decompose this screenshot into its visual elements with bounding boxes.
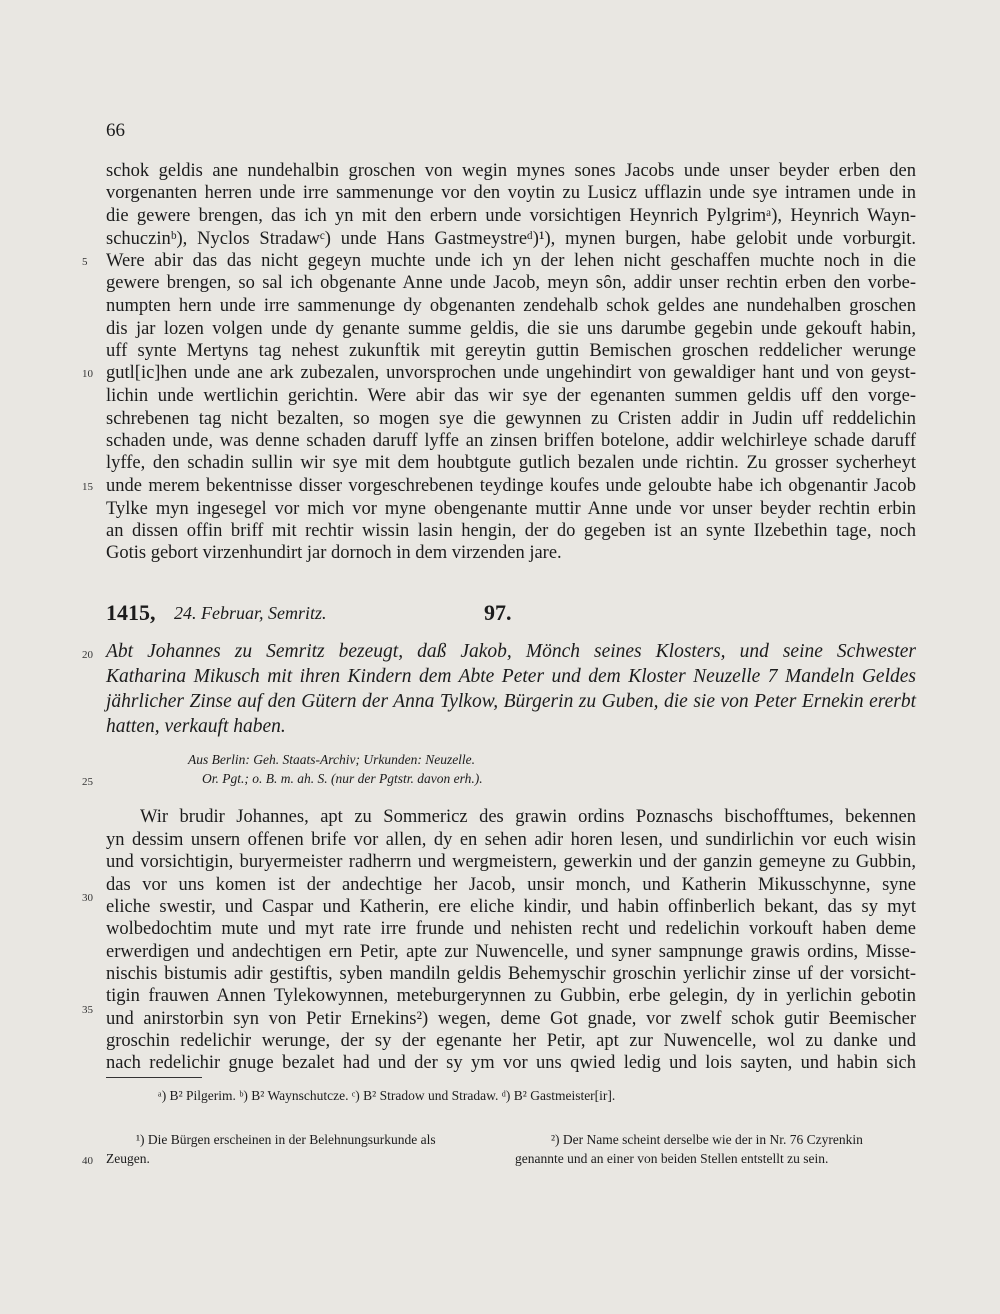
line-number: 5: [82, 256, 88, 268]
regest-line: Katharina Mikusch mit ihren Kindern dem Abte Peter und dem Kloster Neuzelle 7 Mandeln Geldes: [106, 666, 916, 687]
text-line: nach redelichir gnuge bezalet had und der sy ym vor uns qwied ledig und lois sayten, und habin sich: [106, 1053, 916, 1073]
line-number: 30: [82, 892, 93, 904]
line-number: 20: [82, 649, 93, 661]
text-line: yn dessim unsern offenen brife vor allen, dy en sehen adir horen lesen, und sundirlichin vor euch wisin: [106, 830, 916, 850]
text-line: vorgenanten herren unde irre sammenunge vor den voytin zu Lusicz ufflazin unde sye intramen unde in: [106, 183, 916, 203]
regest-line: hatten, verkauft haben.: [106, 716, 286, 737]
text-line: tigin frauwen Annen Tylekowynnen, meteburgerynnen zu Gubbin, erbe gelegin, dy in yerlichin gebotin: [106, 986, 916, 1006]
line-number: 15: [82, 481, 93, 493]
text-line: eliche swestir, und Caspar und Katherin, ere eliche kindir, und habin offinberlich bekant, das sy myt: [106, 897, 916, 917]
text-line: an dissen offin briff mit rechtir wissin lasin hengin, der do gegeben ist an synte Ilzebethin tage, noch: [106, 521, 916, 541]
footnote-rule: [106, 1077, 202, 1078]
line-number: 10: [82, 368, 93, 380]
variant-notes: ᵃ) B² Pilgerim. ᵇ) B² Waynschutcze. ᶜ) B² Stradow und Stradaw. ᵈ) B² Gastmeister[ir].: [158, 1088, 616, 1103]
text-line: numpten hern unde irre sammenunge dy obgenanten zendehalb schok geldes ane nundehalben groschen: [106, 296, 916, 316]
footnote-2: ²) Der Name scheint derselbe wie der in Nr. 76 Czyrenkin: [551, 1132, 863, 1147]
document-year: 1415,: [106, 600, 156, 625]
text-line: Wir brudir Johannes, apt zu Sommericz des grawin ordins Poznaschs bischofftumes, bekennen: [140, 807, 916, 827]
text-line: und anirstorbin syn von Petir Ernekins²) wegen, deme Got gnade, vor zwelf schok gutir Beemischer: [106, 1009, 916, 1029]
document-heading: [106, 600, 916, 630]
document-date-place: 24. Februar, Semritz.: [174, 603, 327, 623]
line-number: 35: [82, 1004, 93, 1016]
page-number: 66: [106, 120, 125, 141]
text-line: lyffe, den schadin sullin wir sye mit dem houbtgute gutlich bezalen unde richtin. Zu grosser sycherheyt: [106, 453, 916, 473]
text-line: und vorsichtigin, buryermeister radherrn und wergmeistern, gewerkin und der ganzin gemeyne zu Gubbin,: [106, 852, 916, 872]
regest-line: Abt Johannes zu Semritz bezeugt, daß Jakob, Mönch seines Klosters, und seine Schwester: [106, 641, 916, 662]
footnote-1: Zeugen.: [106, 1151, 150, 1166]
text-line: das vor uns komen ist der andechtige her Jacob, unsir monch, und Katherin Mikusschynne, syne: [106, 875, 916, 895]
source-note: Aus Berlin: Geh. Staats-Archiv; Urkunden: Neuzelle.: [188, 752, 476, 767]
source-note: Or. Pgt.; o. B. m. ah. S. (nur der Pgtstr. davon erh.).: [202, 771, 483, 786]
line-number: 40: [82, 1155, 93, 1167]
text-line: Gotis gebort virzenhundirt jar dornoch in dem virzenden jare.: [106, 543, 562, 563]
footnote-2: genannte und an einer von beiden Stellen entstellt zu sein.: [515, 1151, 829, 1166]
document-number: 97.: [484, 600, 512, 625]
text-line: Were abir das das nicht gegeyn muchte unde ich yn der lehen nicht geschaffen muchte noch in die: [106, 251, 916, 271]
text-line: nischis bistumis adir gestiftis, syben mandiln geldis Behemyschir groschin yerlichir zinse uf der vorsicht-: [106, 964, 916, 984]
text-line: schok geldis ane nundehalbin groschen von wegin mynes sones Jacobs unde unser beyder erben den: [106, 161, 916, 181]
text-line: wolbedochtim mute und myt rate irre frunde und nehisten recht und redelichin vorkouft haben deme: [106, 919, 916, 939]
text-line: die gewere brengen, das ich yn mit den erbern unde vorsichtigen Heynrich Pylgrimᵃ), Heynrich Wayn-: [106, 206, 916, 226]
text-line: unde merem bekentnisse disser vorgeschrebenen teydinge koufes unde geloubte habe ich obgenantir Jacob: [106, 476, 916, 496]
text-line: gutl[ic]hen unde ane ark zubezalen, unvorsprochen unde ungehindirt von gewaldiger hant und von geyst-: [106, 363, 916, 383]
line-number: 25: [82, 776, 93, 788]
text-line: schrebenen tag nicht bezalten, so mogen sye die gewynnen zu Cristen addir in Judin uff reddelichin: [106, 409, 916, 429]
text-line: dis jar lozen volgen unde dy genante summe geldis, die sie uns darumbe gegebin unde gekouft habin,: [106, 319, 916, 339]
regest-line: jährlicher Zinse auf den Gütern der Anna Tylkow, Bürgerin zu Guben, die sie von Peter Ernekin ererbt: [106, 691, 916, 712]
text-line: lichin unde wertlichin gerichtin. Were abir das wir sye der egenanten summen geldis uff den vorge-: [106, 386, 916, 406]
text-line: schuczinᵇ), Nyclos Stradawᶜ) unde Hans Gastmeystreᵈ)¹), mynen burgen, habe gelobit unde vorburgit.: [106, 229, 916, 249]
text-line: uff synte Mertyns tag nehest zukunftik mit gereytin guttin Bemischen groschen reddelicher werunge: [106, 341, 916, 361]
text-line: groschin redelichir werunge, der sy der egenante her Petir, apt zur Nuwencelle, wol zu danke und: [106, 1031, 916, 1051]
footnote-1: ¹) Die Bürgen erscheinen in der Belehnungsurkunde als: [136, 1132, 436, 1147]
text-line: Tylke myn ingesegel vor mich vor myne obengenante muttir Anne unde vor unser beyder rechtin erbin: [106, 499, 916, 519]
text-line: schaden unde, was denne schaden daruff lyffe an zinsen briffen botelone, addir welchirleye schade daruff: [106, 431, 916, 451]
text-line: erwerdigen und andechtigen ern Petir, apte zur Nuwencelle, und syner sampnunge grawis ordins, Misse-: [106, 942, 916, 962]
text-line: gewere brengen, so sal ich obgenante Anne unde Jacob, meyn sȏn, addir unser rechtin erben den vorbe-: [106, 273, 916, 293]
